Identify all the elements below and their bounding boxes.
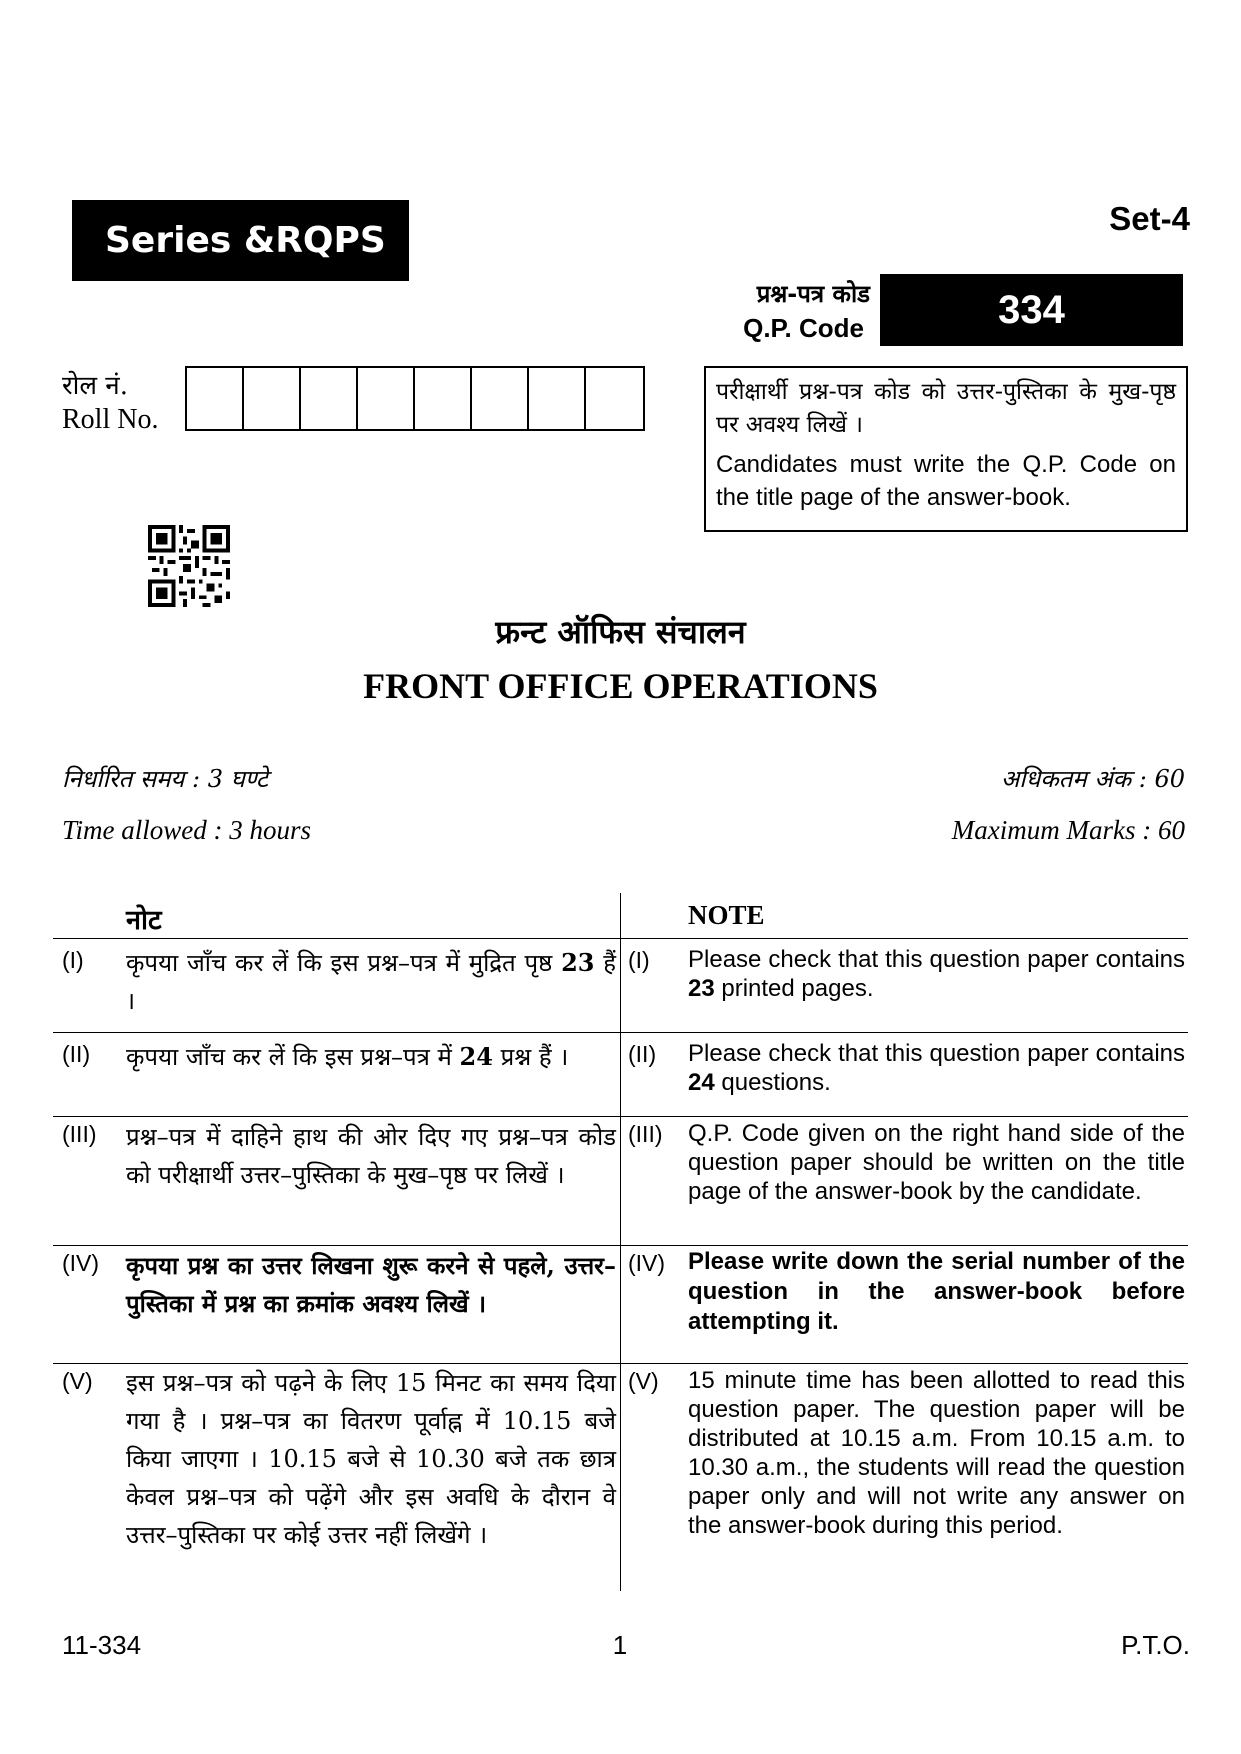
qp-code-label-hindi: प्रश्न-पत्र कोड	[756, 280, 870, 308]
roll-digit-box[interactable]	[301, 368, 358, 429]
roll-digit-box[interactable]	[187, 368, 244, 429]
footer-page-number: 1	[612, 1630, 628, 1660]
note-row-divider	[53, 1116, 1188, 1117]
note-item-hindi: इस प्रश्न–पत्र को पढ़ने के लिए 15 मिनट का समय दिया गया है । प्रश्न–पत्र का वितरण पूर्वाह्न में 10.15 बजे किया जाएगा । 10.15 बजे से 10.30 बजे तक छात्र केवल प्रश्न–पत्र को पढ़ेंगे और इस अवधि के दौरान वे उत्तर–पुस्तिका पर कोई उत्तर नहीं लिखेंगे ।	[126, 1369, 616, 1549]
note-item-number: (V)	[62, 1368, 93, 1394]
roll-digit-box[interactable]	[244, 368, 301, 429]
note-item-number: (III)	[628, 1121, 663, 1147]
roll-digit-box[interactable]	[358, 368, 415, 429]
roll-digit-box[interactable]	[472, 368, 529, 429]
time-allowed-hindi: निर्धारित समय : 3 घण्टे	[62, 765, 269, 793]
note-item-number: (I)	[62, 947, 84, 973]
note-row-divider	[53, 1032, 1188, 1033]
subject-title-english: FRONT OFFICE OPERATIONS	[363, 666, 878, 706]
time-allowed-english: Time allowed : 3 hours	[62, 815, 312, 845]
note-item-number: (II)	[628, 1041, 657, 1067]
note-item-english: Please write down the serial number of the question in the answer-book before attempting it.	[688, 1248, 1185, 1335]
note-item-hindi: कृपया जाँच कर लें कि इस प्रश्न–पत्र में 24 प्रश्न हैं ।	[126, 1042, 569, 1071]
maximum-marks-english: Maximum Marks : 60	[951, 815, 1185, 845]
note-item-hindi: कृपया प्रश्न का उत्तर लिखना शुरू करने से पहले, उत्तर–पुस्तिका में प्रश्न का क्रमांक अवश्य लिखें ।	[126, 1251, 616, 1318]
note-item-number: (V)	[628, 1368, 659, 1394]
roll-number-boxes[interactable]	[185, 366, 645, 431]
candidate-notice-box	[704, 366, 1188, 532]
note-item-hindi: प्रश्न–पत्र में दाहिने हाथ की ओर दिए गए प्रश्न–पत्र कोड को परीक्षार्थी उत्तर–पुस्तिका के मुख–पृष्ठ पर लिखें ।	[126, 1123, 616, 1189]
roll-label-english: Roll No.	[62, 404, 159, 435]
note-item-number: (I)	[628, 947, 650, 973]
qp-code-label-english: Q.P. Code	[743, 313, 864, 343]
footer-paper-code: 11-334	[62, 1630, 142, 1660]
note-row-divider	[53, 1245, 1188, 1246]
qp-code-box: 334	[880, 274, 1183, 346]
candidate-notice-english: Candidates must write the Q.P. Code on the title page of the answer-book.	[716, 451, 1176, 511]
note-item-number: (IV)	[628, 1250, 666, 1276]
qr-code-icon	[148, 525, 230, 607]
note-item-english: Please check that this question paper contains 23 printed pages.	[688, 946, 1185, 1002]
note-item-number: (III)	[62, 1121, 97, 1147]
maximum-marks-hindi: अधिकतम अंक : 60	[1000, 765, 1185, 793]
note-row-divider	[53, 938, 1188, 939]
note-item-number: (II)	[62, 1041, 91, 1067]
note-column-divider	[620, 893, 621, 1591]
note-item-english: Q.P. Code given on the right hand side of the question paper should be written on the title page of the answer-book by the candidate.	[688, 1120, 1185, 1205]
candidate-notice-hindi: परीक्षार्थी प्रश्न-पत्र कोड को उत्तर-पुस्तिका के मुख-पृष्ठ पर अवश्य लिखें ।	[716, 379, 1176, 438]
note-header-english: NOTE	[688, 900, 765, 930]
set-label: Set-4	[1109, 200, 1190, 237]
series-label: Series &RQPS	[72, 200, 409, 281]
roll-digit-box[interactable]	[415, 368, 472, 429]
roll-label-hindi: रोल नं.	[62, 371, 128, 401]
note-item-english: 15 minute time has been allotted to read this question paper. The question paper will be distributed at 10.15 a.m. From 10.15 a.m. to 10.30 a.m., the students will read the question paper only and will not write any answer on the answer-book during this period.	[688, 1367, 1185, 1539]
note-item-english: Please check that this question paper contains 24 questions.	[688, 1040, 1185, 1096]
note-header-hindi: नोट	[126, 905, 162, 936]
note-item-hindi: कृपया जाँच कर लें कि इस प्रश्न–पत्र में मुद्रित पृष्ठ 23 हैं ।	[126, 948, 617, 1015]
roll-digit-box[interactable]	[586, 368, 643, 429]
subject-title-hindi: फ्रन्ट ऑफिस संचालन	[495, 613, 746, 651]
note-item-number: (IV)	[62, 1250, 100, 1276]
roll-digit-box[interactable]	[529, 368, 586, 429]
footer-pto: P.T.O.	[1121, 1630, 1190, 1660]
